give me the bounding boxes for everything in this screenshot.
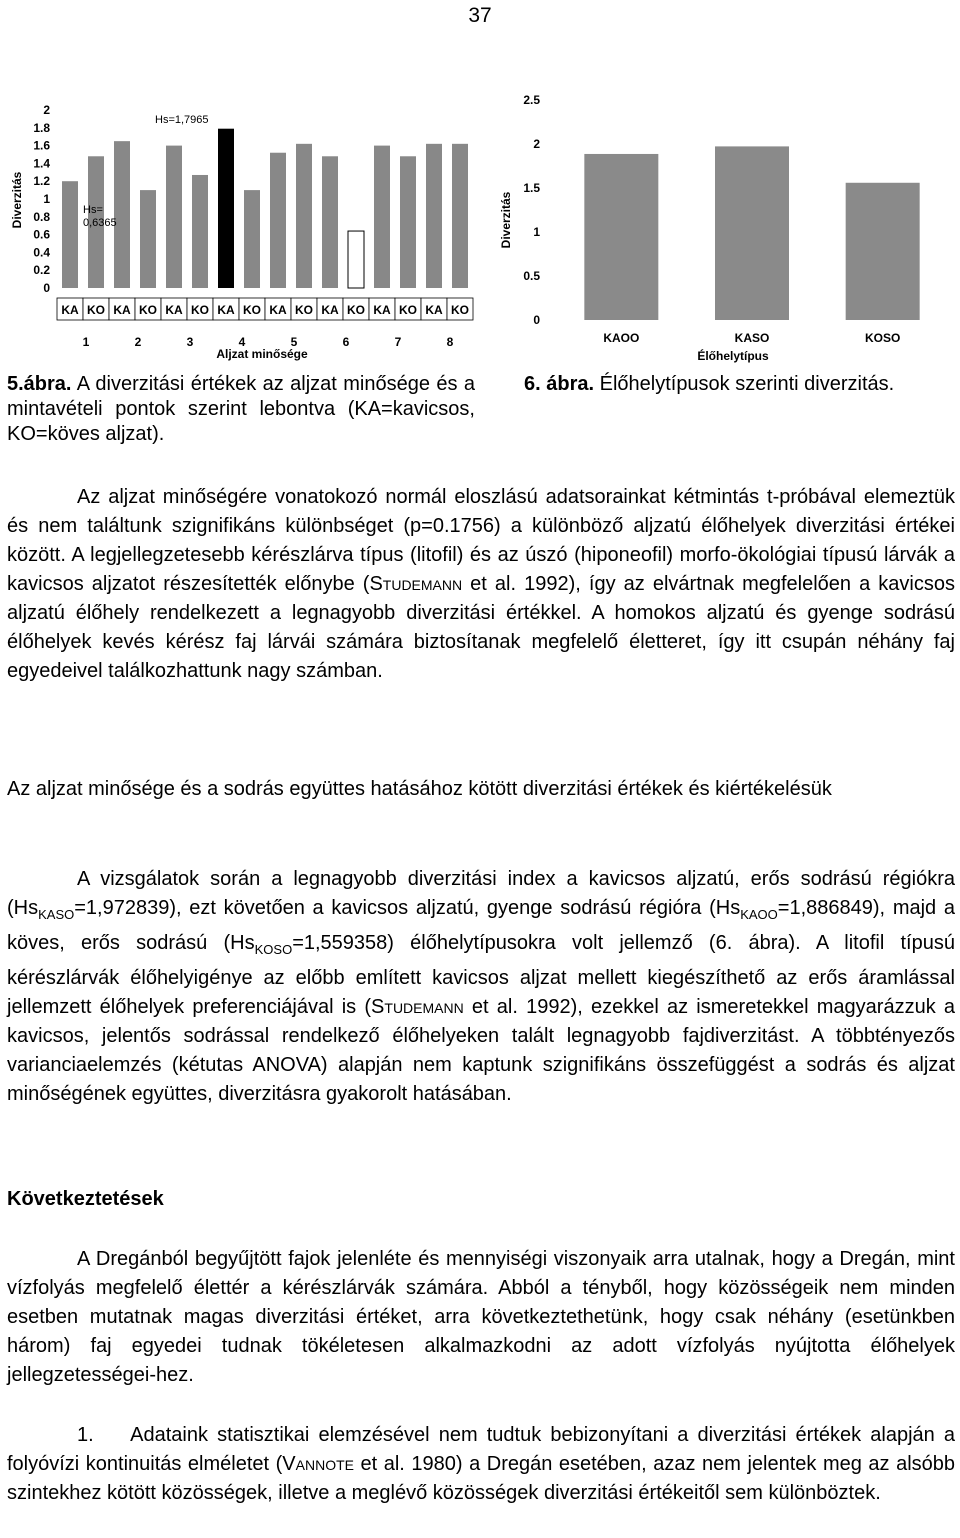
section-heading-conclusions: Következtetések — [7, 1188, 164, 1210]
y-tick-label: 1.2 — [33, 174, 50, 189]
x-tick-label: KO — [347, 303, 365, 317]
y-tick-label: 2.5 — [523, 93, 540, 107]
bar — [426, 144, 442, 288]
bar — [244, 190, 260, 288]
text-run: et al. 1992), ezekkel az ismeretekkel magyarázzuk a kavicsos, jelentős sodrással rendelkező élőhelyeken talált legnagyobb fajdiverzitást. A többtényezős varianciaelemzés (kétutas ANOVA) alapján nem kaptunk szignifikáns összefüggést a sodrás és aljzat minőségének együttes, diverzitásra gyakorolt hatásában. — [7, 996, 956, 1105]
figure-6-x-axis-label: Élőhelytípus — [697, 349, 769, 363]
figure-6-y-axis-label: Diverzitás — [499, 191, 513, 249]
text-run: A vizsgálatok során a legnagyobb diverzitási index a kavicsos aljzatú, erős sodrású régiókra (Hs — [7, 868, 955, 919]
x-tick-label: KO — [451, 303, 469, 317]
paragraph-substrate-analysis — [7, 483, 955, 686]
y-tick-label: 1 — [43, 192, 50, 206]
bar — [218, 129, 234, 288]
figure-5-annotation-max: Hs=1,7965 — [155, 114, 209, 126]
x-tick-label: KA — [217, 303, 235, 317]
author-name: Studemann — [371, 996, 464, 1018]
paragraph-conclusions: A Dregánból begyűjtött fajok jelenléte és mennyiségi viszonyaik arra utalnak, hogy a Dregán, mint vízfolyás megfelelő élettér a kérészlárvák számára. Abból a tényből, hogy közösségeik nem minden esetben mutatnak magas diverzitási értéket, arra következtethetünk, hogy csak néhány (esetünkben három) faj egyedei tudnak tökéletesen alkalmazkodni az adott vízfolyás nyújtotta élőhelyek jellegzetességei-hez. — [7, 1248, 955, 1386]
subscript: KASO — [38, 907, 75, 922]
bar — [348, 231, 364, 288]
group-label: 2 — [134, 335, 142, 349]
bar — [322, 156, 338, 288]
bar — [62, 181, 78, 288]
bar — [192, 175, 208, 288]
y-tick-label: 0.5 — [523, 269, 540, 283]
text-run: Adataink statisztikai elemzésével nem tudtuk bebizonyítani a diverzitási értékek alapján a folyóvízi kontinuitás elméletet ( — [7, 1424, 955, 1475]
figure-6-chart — [496, 88, 956, 370]
author-name: Vannote — [282, 1453, 354, 1475]
figure-5-chart — [4, 100, 482, 368]
figure-6-caption-text: Élőhelytípusok szerinti diverzitás. — [594, 373, 895, 395]
x-tick-label: KA — [61, 303, 79, 317]
y-tick-label: 1.5 — [523, 181, 540, 195]
figure-5-caption — [7, 372, 475, 447]
x-tick-label: KA — [165, 303, 183, 317]
y-tick-label: 1.6 — [33, 138, 50, 153]
y-tick-label: 0 — [43, 281, 50, 295]
bar — [715, 146, 789, 320]
group-label: 7 — [394, 335, 402, 349]
x-tick-label: KA — [113, 303, 131, 317]
bar — [584, 154, 658, 320]
figure-5-label: 5.ábra. — [7, 373, 72, 395]
group-label: 8 — [446, 335, 454, 349]
y-tick-label: 0 — [533, 313, 540, 327]
numbered-conclusion-1 — [7, 1421, 955, 1508]
y-tick-label: 2 — [43, 103, 50, 117]
x-tick-label: KA — [269, 303, 287, 317]
list-number: 1. — [77, 1424, 94, 1446]
section-subtitle: Az aljzat minősége és a sodrás együttes hatásához kötött diverzitási értékek és kiértékelésük — [7, 778, 832, 800]
y-tick-label: 1.8 — [33, 120, 50, 135]
y-tick-label: 1 — [533, 225, 540, 239]
x-tick-label: KO — [139, 303, 157, 317]
bar — [400, 156, 416, 288]
subscript: KAOO — [740, 907, 778, 922]
author-name: Studemann — [369, 573, 463, 595]
group-label: 1 — [82, 335, 90, 349]
x-tick-label: KA — [425, 303, 443, 317]
x-tick-label: KO — [399, 303, 417, 317]
text-run: Az aljzat minőségére vonatokozó normál eloszlású adatsorainkat kétmintás t-próbával elemeztük és nem találtunk szignifikáns különbséget (p=0.1756) a különböző aljzatú élőhelyek diverzitási értékei között. A legjellegzetesebb kérészlárva típus (litofil) és az úszó (hiponeofil) morfo-ökológiai típusú lárvák a kavicsos aljzatot részesítették előnybe ( — [7, 486, 955, 595]
x-tick-label: KO — [295, 303, 313, 317]
figure-5-annotation-min-value: 0,6365 — [83, 217, 117, 229]
text-run: et al. 1980) a Dregán esetében, azaz nem jelentek meg az alsóbb szintekhez kötött közösségek, illetve a meglévő közösségek diverzitási értékeitől sem különböztek. — [7, 1453, 956, 1504]
figure-6-caption — [524, 372, 954, 397]
text-run: =1,559358) élőhelytípusokra volt jellemző (6. ábra). A litofil típusú kérészlárvák élőhelyigénye az előbb említett kavicsos aljzat mellett kiegészíthető az erős áramlással jellemzett élőhelyek preferenciájával is ( — [7, 932, 955, 1018]
group-label: 4 — [238, 335, 246, 349]
bar — [374, 146, 390, 288]
bar — [846, 183, 920, 320]
y-tick-label: 1.4 — [33, 156, 50, 171]
x-tick-label: KASO — [734, 331, 770, 345]
y-tick-label: 0.2 — [33, 263, 50, 278]
bar — [166, 146, 182, 288]
subscript: KOSO — [254, 942, 293, 957]
text-run: =1,972839), ezt követően a kavicsos aljzatú, gyenge sodrású régióra (Hs — [74, 897, 741, 919]
figure-5-annotation-min-label: Hs= — [83, 204, 103, 216]
bar — [452, 144, 468, 288]
x-tick-label: KO — [243, 303, 261, 317]
figure-5-x-axis-label: Aljzat minősége — [216, 347, 308, 361]
x-tick-label: KOSO — [864, 331, 901, 345]
figure-5-y-axis-label: Diverzitás — [10, 171, 24, 229]
page-number: 37 — [468, 4, 492, 27]
figure-5-caption-text: A diverzitási értékek az aljzat minősége és a mintavételi pontok szerint lebontva (KA=kavicsos, KO=köves aljzat). — [7, 373, 475, 445]
figure-6-label: 6. ábra. — [524, 373, 595, 395]
y-tick-label: 2 — [533, 137, 540, 151]
text-run: et al. 1992), így az elvártnak megfelelően a kavicsos aljzatú élőhely rendelkezett a legnagyobb diverzitási értékkel. A homokos aljzatú és gyenge sodrású élőhelyek kevés kérész faj lárvái számára biztosítanak megfelelő életteret, így itt csupán néhány faj egyedeivel találkozhattunk nagy számban. — [7, 573, 955, 682]
bar — [114, 141, 130, 288]
bar — [140, 190, 156, 288]
y-tick-label: 0.6 — [33, 227, 50, 242]
group-label: 3 — [186, 335, 194, 349]
y-tick-label: 0.4 — [33, 245, 50, 260]
paragraph-combined-effects — [7, 865, 955, 1109]
x-tick-label: KAOO — [603, 331, 640, 345]
bar — [296, 144, 312, 288]
text-run: =1,886849), majd a köves, erős sodrású (Hs — [7, 897, 956, 954]
x-tick-label: KO — [191, 303, 209, 317]
x-tick-label: KA — [321, 303, 339, 317]
y-tick-label: 0.8 — [33, 209, 50, 224]
bar — [270, 153, 286, 288]
x-tick-label: KA — [373, 303, 391, 317]
group-label: 6 — [342, 335, 350, 349]
x-tick-label: KO — [87, 303, 105, 317]
group-label: 5 — [290, 335, 298, 349]
